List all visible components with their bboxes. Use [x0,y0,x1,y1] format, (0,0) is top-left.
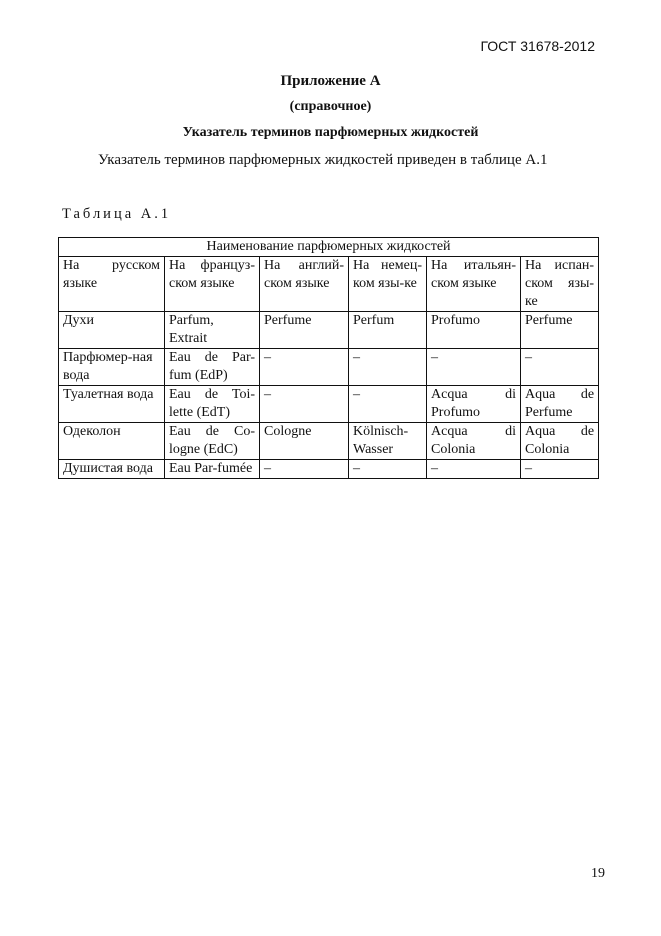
table-row [59,349,599,386]
appendix-heading: Указатель терминов парфюмерных жидкостей [182,125,479,140]
intro-paragraph: Указатель терминов парфюмерных жидкостей приведен в таблице А.1 [98,152,548,168]
column-header: На итальян-ском языке [427,257,521,312]
table-cell: – [521,349,599,386]
table-cell: Perfume [521,312,599,349]
table-cell: Parfum, Extrait [165,312,260,349]
table-cell: Perfume [260,312,349,349]
column-header: На русском языке [59,257,165,312]
table-row [59,386,599,423]
table-cell: Cologne [260,423,349,460]
column-header: На испан-ском язы-ке [521,257,599,312]
table-cell: – [427,460,521,479]
table-cell: – [427,349,521,386]
column-header: На француз-ском языке [165,257,260,312]
table-row [59,312,599,349]
table-cell: – [521,460,599,479]
table-cell: Kölnisch-Wasser [349,423,427,460]
table-cell: Eau de Par-fum (EdP) [165,349,260,386]
table-group-header: Наименование парфюмерных жидкостей [59,238,599,257]
table-cell: Eau de Toi-lette (EdT) [165,386,260,423]
table-caption: Таблица А.1 [62,206,172,222]
appendix-title: Приложение А [280,73,381,89]
column-header: На немец-ком язы-ке [349,257,427,312]
table-cell: Туалетная вода [59,386,165,423]
table-cell: – [260,460,349,479]
column-header: На англий-ском языке [260,257,349,312]
table-cell: Acqua di Colonia [427,423,521,460]
table-cell: Aqua de Perfume [521,386,599,423]
table-cell: – [349,349,427,386]
table-cell: Profumo [427,312,521,349]
table-cell: Aqua de Colonia [521,423,599,460]
table-header-row [59,257,599,312]
standard-number: ГОСТ 31678-2012 [480,38,595,54]
table-cell: Одеколон [59,423,165,460]
table-cell: – [260,386,349,423]
table-group-header-row [59,238,599,257]
table-row [59,460,599,479]
table-cell: Acqua di Profumo [427,386,521,423]
table-cell: Eau Par-fumée [165,460,260,479]
appendix-type: (справочное) [289,99,372,114]
table-cell: Парфюмер-ная вода [59,349,165,386]
table-cell: Eau de Co-logne (EdC) [165,423,260,460]
table-cell: – [260,349,349,386]
table-cell: Perfum [349,312,427,349]
table-row [59,423,599,460]
table-cell: – [349,460,427,479]
table-cell: Духи [59,312,165,349]
page-number: 19 [591,866,605,881]
table-cell: Душистая вода [59,460,165,479]
terms-table [58,237,599,479]
table-cell: – [349,386,427,423]
